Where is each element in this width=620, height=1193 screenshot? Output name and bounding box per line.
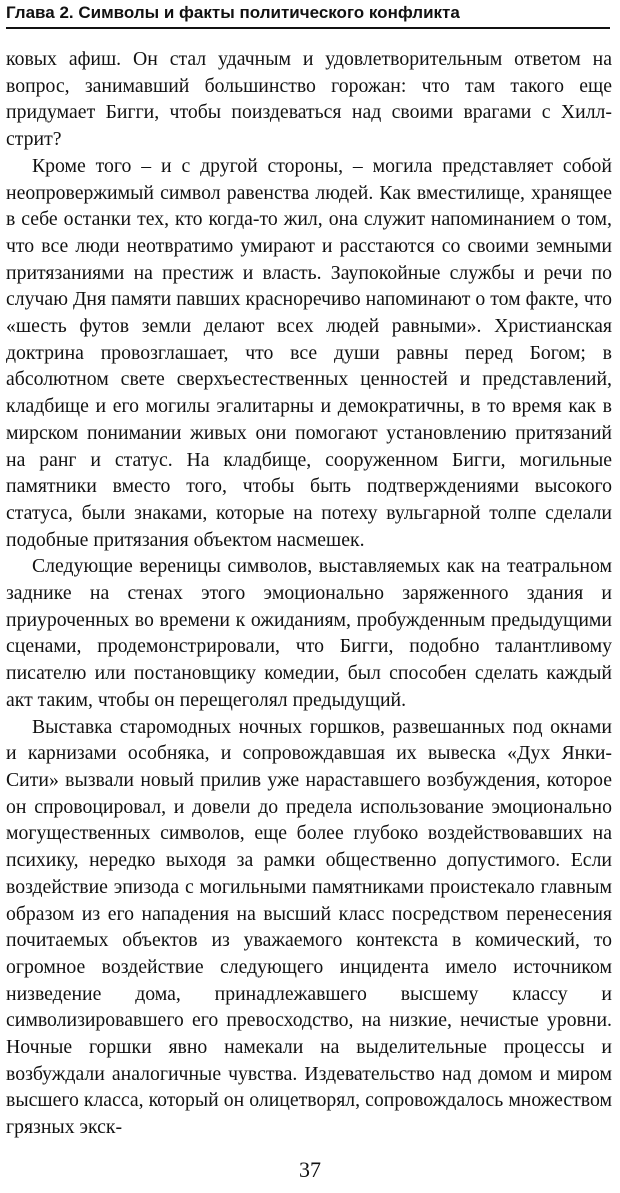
body-text <box>6 46 612 1141</box>
paragraph-continued: ковых афиш. Он стал удачным и удовлетворительным ответом на вопрос, занимавший большинство горожан: что там такого еще придумает Бигги, чтобы поиздеваться над своими врагами с Хилл-стрит? <box>6 48 612 151</box>
paragraph-chamber-pots: Выставка старомодных ночных горшков, развешанных под окнами и карнизами особняка, и сопровождавшая их вывеска «Дух Янки-Сити» вызвали новый прилив уже нараставшего возбуждения, которое он спровоцировал, и довели до предела использование эмоционально могущественных символов, еще более глубоко воздействовавших на психику, нередко выходя за рамки общественно допустимого. Если воздействие эпизода с могильными памятниками проистекало главным образом из его нападения на высший класс посредством перенесения почитаемых объектов из уважаемого контекста в комический, то огромное воздействие следующего инцидента имело источником низведение дома, принадлежавшего высшему классу и символизировавшего его превосходство, на низкие, нечистые уровни. Ночные горшки явно намекали на выделительные процессы и возбуждали аналогичные чувства. Издевательство над домом и миром высшего класса, который он олицетворял, сопровождалось множеством грязных экск- <box>6 715 612 1139</box>
paragraph-symbol-sequences: Следующие вереницы символов, выставляемых как на театральном заднике на стенах этого эмоционально заряженного здания и приуроченных во времени к ожиданиям, пробужденным предыдущими сценами, продемонстрировали, что Бигги, подобно талантливому писателю или постановщику комедии, был способен сделать каждый акт таким, чтобы он перещеголял предыдущий. <box>6 555 612 711</box>
page-number: 37 <box>299 1157 321 1182</box>
running-head: Глава 2. Символы и факты политического конфликта <box>6 2 610 29</box>
paragraph-grave-symbol: Кроме того – и с другой стороны, – могила представляет собой неопровержимый символ равенства людей. Как вместилище, хранящее в себе останки тех, кто когда-то жил, она служит напоминанием о том, что все люди неотвратимо умирают и расстаются со своими земными притязаниями на престиж и власть. Заупокойные службы и речи по случаю Дня памяти павших красноречиво напоминают о том факте, что «шесть футов земли делают всех людей равными». Христианская доктрина провозглашает, что все души равны перед Богом; в абсолютном свете сверхъестественных ценностей и представлений, кладбище и его могилы эгалитарны и демократичны, в то время как в мирском понимании живых они помогают установлению притязаний на ранг и статус. На кладбище, сооруженном Бигги, могильные памятники вместо того, чтобы быть подтверждениями высокого статуса, были знаками, которые на потеху вульгарной толпе сделали подобные притязания объектом насмешек. <box>6 154 612 551</box>
